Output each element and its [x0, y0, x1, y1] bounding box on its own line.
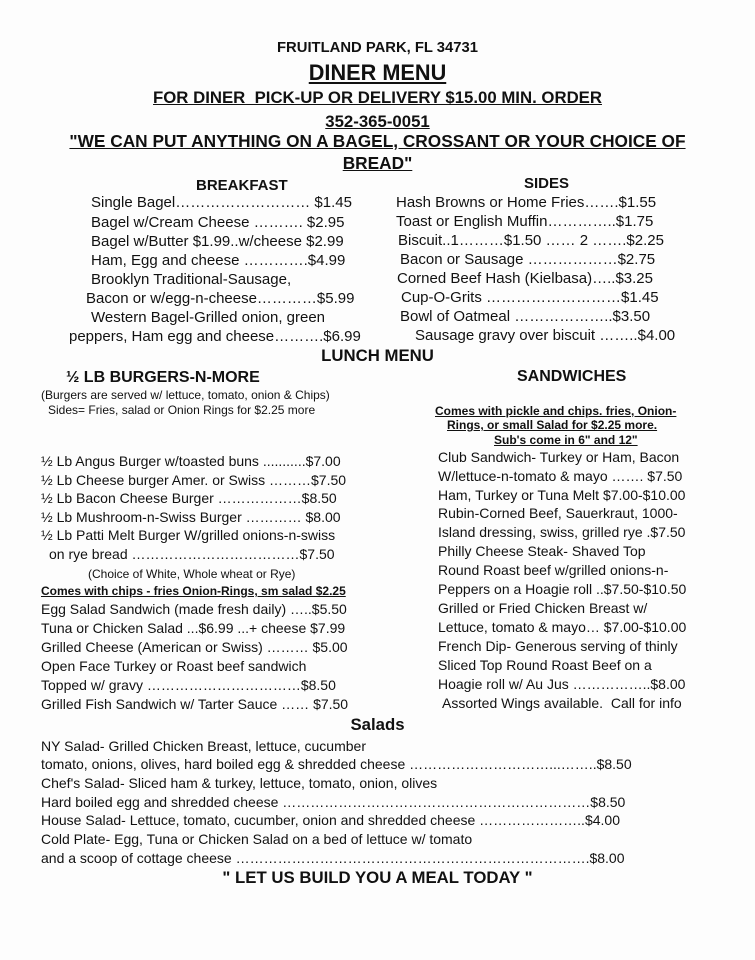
salad-item: House Salad- Lettuce, tomato, cucumber, onion and shredded cheese …………………..$4.00 — [41, 812, 620, 828]
sides-item: Corned Beef Hash (Kielbasa)…..$3.25 — [397, 270, 653, 287]
burgers-note: (Burgers are served w/ lettuce, tomato, onion & Chips) — [41, 388, 330, 402]
salad-item: and a scoop of cottage cheese ………………………………………………………………….$8.00 — [41, 850, 625, 866]
sides-heading: SIDES — [524, 175, 570, 192]
sandwich-item: Island dressing, swiss, grilled rye .$7.50 — [438, 524, 686, 540]
breakfast-item: peppers, Ham egg and cheese……….$6.99 — [69, 328, 361, 345]
bread-choice-note: (Choice of White, Whole wheat or Rye) — [88, 567, 296, 581]
burger-item: ½ Lb Mushroom-n-Swiss Burger ………… $8.00 — [41, 509, 341, 525]
sandwiches-heading: SANDWICHES — [517, 368, 627, 385]
sandwich-item: Lettuce, tomato & mayo… $7.00-$10.00 — [438, 619, 687, 635]
sandwich-item: Round Roast beef w/grilled onions-n- — [438, 562, 669, 578]
sandwich-item: Rubin-Corned Beef, Sauerkraut, 1000- — [438, 505, 678, 521]
sandwiches-note-3: Sub's come in 6" and 12" — [494, 433, 638, 447]
footer-slogan: " LET US BUILD YOU A MEAL TODAY " — [222, 868, 533, 887]
sides-item: Sausage gravy over biscuit ……..$4.00 — [415, 327, 676, 344]
slogan-line-2: BREAD" — [342, 153, 413, 173]
sides-item: Cup-O-Grits ………………………$1.45 — [401, 289, 659, 306]
salad-item: Chef's Salad- Sliced ham & turkey, lettuce, tomato, onion, olives — [41, 775, 438, 791]
sandwich-item: Sliced Top Round Roast Beef on a — [438, 657, 652, 673]
sandwich-item: Hoagie roll w/ Au Jus ……………..$8.00 — [438, 676, 686, 692]
salad-item: tomato, onions, olives, hard boiled egg & shredded cheese …………………………...……..$8.50 — [41, 756, 632, 772]
breakfast-item: Ham, Egg and cheese ………….$4.99 — [91, 252, 346, 269]
sandwiches-note-1: Comes with pickle and chips. fries, Onion- — [435, 404, 677, 418]
sandwich-item: Grilled Cheese (American or Swiss) ……… $5.00 — [41, 639, 348, 655]
sides-item: Toast or English Muffin…………..$1.75 — [396, 213, 654, 230]
sandwiches-note-2: Rings, or small Salad for $2.25 more. — [447, 418, 658, 432]
sandwich-item: Peppers on a Hoagie roll ..$7.50-$10.50 — [438, 581, 687, 597]
sides-item: Bacon or Sausage ………………$2.75 — [400, 251, 656, 268]
sandwich-item: W/lettuce-n-tomato & mayo ……. $7.50 — [438, 468, 683, 484]
burgers-sides-note: Sides= Fries, salad or Onion Rings for $2.25 more — [48, 403, 316, 417]
burger-item: ½ Lb Angus Burger w/toasted buns ...........$7.00 — [41, 453, 341, 469]
sandwich-item: Assorted Wings available. Call for info — [442, 695, 682, 711]
salads-heading: Salads — [350, 715, 405, 734]
sandwich-item: Philly Cheese Steak- Shaved Top — [438, 543, 646, 559]
burger-item: ½ Lb Bacon Cheese Burger ………………$8.50 — [41, 490, 337, 506]
location: FRUITLAND PARK, FL 34731 — [277, 39, 478, 56]
sides-item: Biscuit..1………$1.50 …… 2 …….$2.25 — [398, 232, 664, 249]
slogan-line-1: "WE CAN PUT ANYTHING ON A BAGEL, CROSSANT OR YOUR CHOICE OF — [69, 131, 686, 151]
sandwich-item: Grilled Fish Sandwich w/ Tarter Sauce …… $7.50 — [41, 696, 349, 712]
breakfast-item: Bagel w/Butter $1.99..w/cheese $2.99 — [91, 233, 344, 250]
sandwich-item: French Dip- Generous serving of thinly — [438, 638, 678, 654]
page-title: DINER MENU — [308, 60, 447, 85]
sides-item: Bowl of Oatmeal ………………..$3.50 — [400, 308, 651, 325]
phone-number: 352-365-0051 — [325, 112, 430, 131]
lunch-heading: LUNCH MENU — [321, 346, 434, 365]
salad-item: NY Salad- Grilled Chicken Breast, lettuce, cucumber — [41, 738, 366, 754]
order-note: FOR DINER PICK-UP OR DELIVERY $15.00 MIN. ORDER — [153, 88, 602, 107]
burgers-heading: ½ LB BURGERS-N-MORE — [66, 369, 260, 386]
burger-item: ½ Lb Cheese burger Amer. or Swiss ………$7.50 — [41, 472, 347, 488]
salad-item: Cold Plate- Egg, Tuna or Chicken Salad on a bed of lettuce w/ tomato — [41, 831, 473, 847]
sides-item: Hash Browns or Home Fries…….$1.55 — [396, 194, 657, 211]
sandwich-item: Ham, Turkey or Tuna Melt $7.00-$10.00 — [438, 487, 686, 503]
sandwich-item: Club Sandwich- Turkey or Ham, Bacon — [438, 449, 680, 465]
burger-item: ½ Lb Patti Melt Burger W/grilled onions-n-swiss — [41, 527, 336, 543]
sandwich-item: Egg Salad Sandwich (made fresh daily) …..$5.50 — [41, 601, 347, 617]
breakfast-item: Western Bagel-Grilled onion, green — [91, 309, 326, 326]
sandwich-item: Grilled or Fried Chicken Breast w/ — [438, 600, 648, 616]
salad-item: Hard boiled egg and shredded cheese …………………………………………………………$8.50 — [41, 794, 626, 810]
sandwich-item: Open Face Turkey or Roast beef sandwich — [41, 658, 307, 674]
chips-note: Comes with chips - fries Onion-Rings, sm salad $2.25 — [41, 584, 346, 598]
sandwich-item: Tuna or Chicken Salad ...$6.99 ...+ cheese $7.99 — [41, 620, 346, 636]
breakfast-item: Brooklyn Traditional-Sausage, — [91, 271, 292, 288]
breakfast-item: Bagel w/Cream Cheese ………. $2.95 — [91, 214, 345, 231]
sandwich-item: Topped w/ gravy ……………………………$8.50 — [41, 677, 336, 693]
burger-item: on rye bread ………………………………$7.50 — [49, 546, 335, 562]
breakfast-item: Bacon or w/egg-n-cheese…………$5.99 — [86, 290, 355, 307]
breakfast-heading: BREAKFAST — [196, 177, 288, 194]
breakfast-item: Single Bagel……………………… $1.45 — [91, 194, 352, 211]
